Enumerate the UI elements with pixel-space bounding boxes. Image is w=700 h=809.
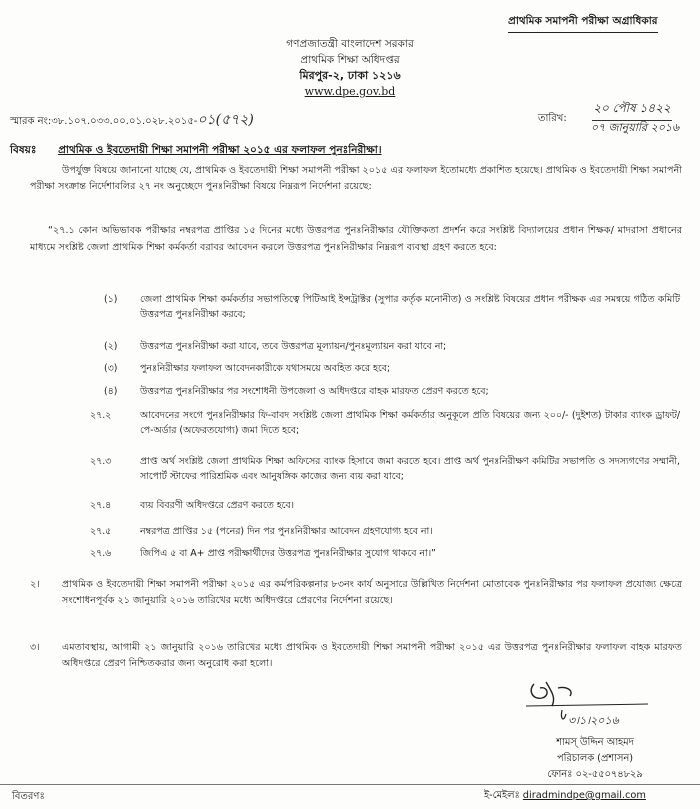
memo-number <box>10 108 254 132</box>
clause-number: ২৭.২ <box>90 410 112 421</box>
email-link[interactable]: diradmindpe@gmail.com <box>522 790 646 801</box>
paragraph-2: প্রাথমিক ও ইবতেদায়ী শিক্ষা সমাপনী পরীক্ষা ২০১৫ এর কর্মপরিকল্পনার ৮৩নং কার্য অনুসারে উল্লিখিত নির্দেশনা মোতাবেক পুনঃনিরীক্ষার পর ফলাফল প্রযোজ্য ক্ষেত্রে সংশোধনপূর্বক ২১ জানুয়ারি ২০১৬ তারিখের মধ্যে অধিদপ্তরে প্রেরণের নির্দেশনা রয়েছে। <box>62 579 682 606</box>
distribution-label: বিতরণঃ <box>12 791 45 802</box>
sub-item-number: (২) <box>104 341 118 352</box>
clause-text: জিপিএ ৫ বা A+ প্রাপ্ত পরীক্ষার্থীদের উত্তরপত্র পুনঃনিরীক্ষার সুযোগ থাকবে না।” <box>140 548 436 559</box>
sub-item-number: (৩) <box>104 363 118 374</box>
sub-item-text: উত্তরপত্র পুনঃনিরীক্ষা করা যাবে, তবে উত্তরপত্র মূল্যায়ন/পুনঃমূল্যায়ন করা যাবে না; <box>140 341 447 352</box>
paragraph-number: ৩। <box>30 642 40 653</box>
email-label: ই-মেইলঃ <box>484 790 520 801</box>
gov-name: গণপ্রজাতন্ত্রী বাংলাদেশ সরকার <box>286 38 414 50</box>
clause-text: প্রাপ্ত অর্থ সংশ্লিষ্ট জেলা প্রাথমিক শিক্ষা অফিসের ব্যাংক হিসাবে জমা করতে হবে। প্রাপ্ত অর্থ পুনঃনিরীক্ষণ কমিটির সভাপতি ও সদস্যগণের সম্মানী, সাপোর্ট স্টাফের পারিশ্রমিক এবং আনুষঙ্গিক কাজের জন্য ব্যয় করা যাবে; <box>140 456 680 482</box>
clause-number: ২৭.৪ <box>90 500 112 511</box>
clause-text: ব্যয় বিবরণী অধিদপ্তরে প্রেরণ করতে হবে। <box>140 500 295 511</box>
sub-item-text: উত্তরপত্র পুনঃনিরীক্ষার পর সংশোধনী উপজেলা ও অধিদপ্তরে বাহক মারফত প্রেরণ করতে হবে; <box>140 386 489 397</box>
signature-date: ৩।১।২০১৬ <box>568 714 619 727</box>
subject-text: প্রাথমিক ও ইবতেদায়ী শিক্ষা সমাপনী পরীক্ষা ২০১৫ এর ফলাফল পুনঃনিরীক্ষা। <box>58 144 382 156</box>
letterhead <box>200 36 500 100</box>
website-link[interactable]: www.dpe.gov.bd <box>304 85 396 98</box>
signer-title: পরিচালক (প্রশাসন) <box>556 753 634 764</box>
paragraph-number: ২। <box>30 579 40 590</box>
signer-email <box>484 788 646 805</box>
clause-number: ২৭.৩ <box>90 456 112 467</box>
clause-text: আবেদনের সংগে পুনঃনিরীক্ষার ফি-বাবদ সংশ্লিষ্ট জেলা প্রাথমিক শিক্ষা কর্মকর্তার অনুকূলে প্রতি বিষয়ের জন্য ২০০/- (দুইশত) টাকার ব্যাংক ড্রাফট/পে-অর্ডার (অফেরতযোগ্য) জমা দিতে হবে; <box>140 410 680 436</box>
clause-text: নম্বরপত্র প্রাপ্তির ১৫ (পনের) দিন পর পুনঃনিরীক্ষার আবেদন গ্রহণযোগ্য হবে না। <box>140 526 433 537</box>
footer-divider <box>0 784 700 785</box>
clause-27-1: “২৭.১ কোন অভিভাবক পরীক্ষার নম্বরপত্র প্রাপ্তির ১৫ দিনের মধ্যে উত্তরপত্র পুনঃনিরীক্ষার যৌক্তিকতা প্রদর্শন করে সংশ্লিষ্ট বিদ্যালয়ের প্রধান শিক্ষক/ মাদরাসা প্রধানের মাধ্যমে সংশ্লিষ্ট জেলা প্রাথমিক শিক্ষা কর্মকর্তা বরাবর আবেদন করলে উত্তরপত্র পুনঃনিরীক্ষার নিম্নরূপ ব্যবস্থা গ্রহণ করতে হবে: <box>30 225 682 253</box>
intro-paragraph: উপর্যুক্ত বিষয়ে জানানো যাচ্ছে যে, প্রাথমিক ও ইবতেদায়ী শিক্ষা সমাপনী পরীক্ষা ২০১৫ এর ফলাফল ইতোমধ্যে প্রকাশিত হয়েছে। প্রাথমিক ও ইবতেদায়ী শিক্ষা সমাপনী পরীক্ষা সংক্রান্ত নির্দেশাবলির ২৭ নং অনুচ্ছেদে পুনঃনিরীক্ষা বিষয়ে নিম্নরূপ নির্দেশনা রয়েছে: <box>30 165 682 192</box>
subject-line <box>10 143 382 160</box>
sub-item-text: জেলা প্রাথমিক শিক্ষা কর্মকর্তার সভাপতিত্বে পিটিআই ইন্সট্রাক্টর (সুপার কর্তৃক মনোনীত) ও সংশ্লিষ্ট বিষয়ের প্রধান পরীক্ষক এর সমন্বয়ে গঠিত কমিটি উত্তরপত্র পুনঃনিরীক্ষা করবে; <box>140 294 680 320</box>
clause-number: ২৭.৫ <box>90 526 112 537</box>
subject-label: বিষয়ঃ <box>10 144 37 156</box>
date-bangla: ২০ পৌষ ১৪২২ <box>592 100 672 121</box>
memo-prefix: স্মারক নং:৩৮.১০৭.০৩৩.০০.০১.০২৮.২০১৫- <box>10 116 198 127</box>
signer-phone: ফোনঃ ০২-৫৫০৭৪৮২৯ <box>547 769 643 780</box>
sub-item-text: পুনঃনিরীক্ষার ফলাফল আবেদনকারীকে যথাসময়ে অবহিত করে হবে; <box>140 363 391 374</box>
sub-item-number: (১) <box>104 294 118 305</box>
memo-handwritten: ০১(৫৭২) <box>197 112 254 128</box>
clause-number: ২৭.৬ <box>90 548 112 559</box>
paragraph-3: এমতাবস্থায়, আগামী ২১ জানুয়ারি ২০১৬ তারিখের মধ্যে প্রাথমিক ও ইবতেদায়ী শিক্ষা সমাপনী পরীক্ষা ২০১৫ এর উত্তরপত্র পুনঃনিরীক্ষার ফলাফল বাহক মারফত অধিদপ্তরে প্রেরণ নিশ্চিতকরার জন্য অনুরোধ করা হলো। <box>62 642 682 669</box>
dept-name: প্রাথমিক শিক্ষা অধিদপ্তর <box>300 54 400 66</box>
address: মিরপুর-২, ঢাকা ১২১৬ <box>299 69 401 82</box>
sub-item-number: (৪) <box>104 386 118 397</box>
date-label: তারিখ: <box>538 113 567 124</box>
date-english: ০৭ জানুয়ারি ২০১৬ <box>590 121 680 134</box>
signer-name: শামস্ উদ্দিন আহমদ <box>556 737 634 748</box>
signature-block <box>520 735 670 783</box>
authority-tag: প্রাথমিক সমাপনী পরীক্ষা অগ্রাধিকার <box>508 14 658 33</box>
